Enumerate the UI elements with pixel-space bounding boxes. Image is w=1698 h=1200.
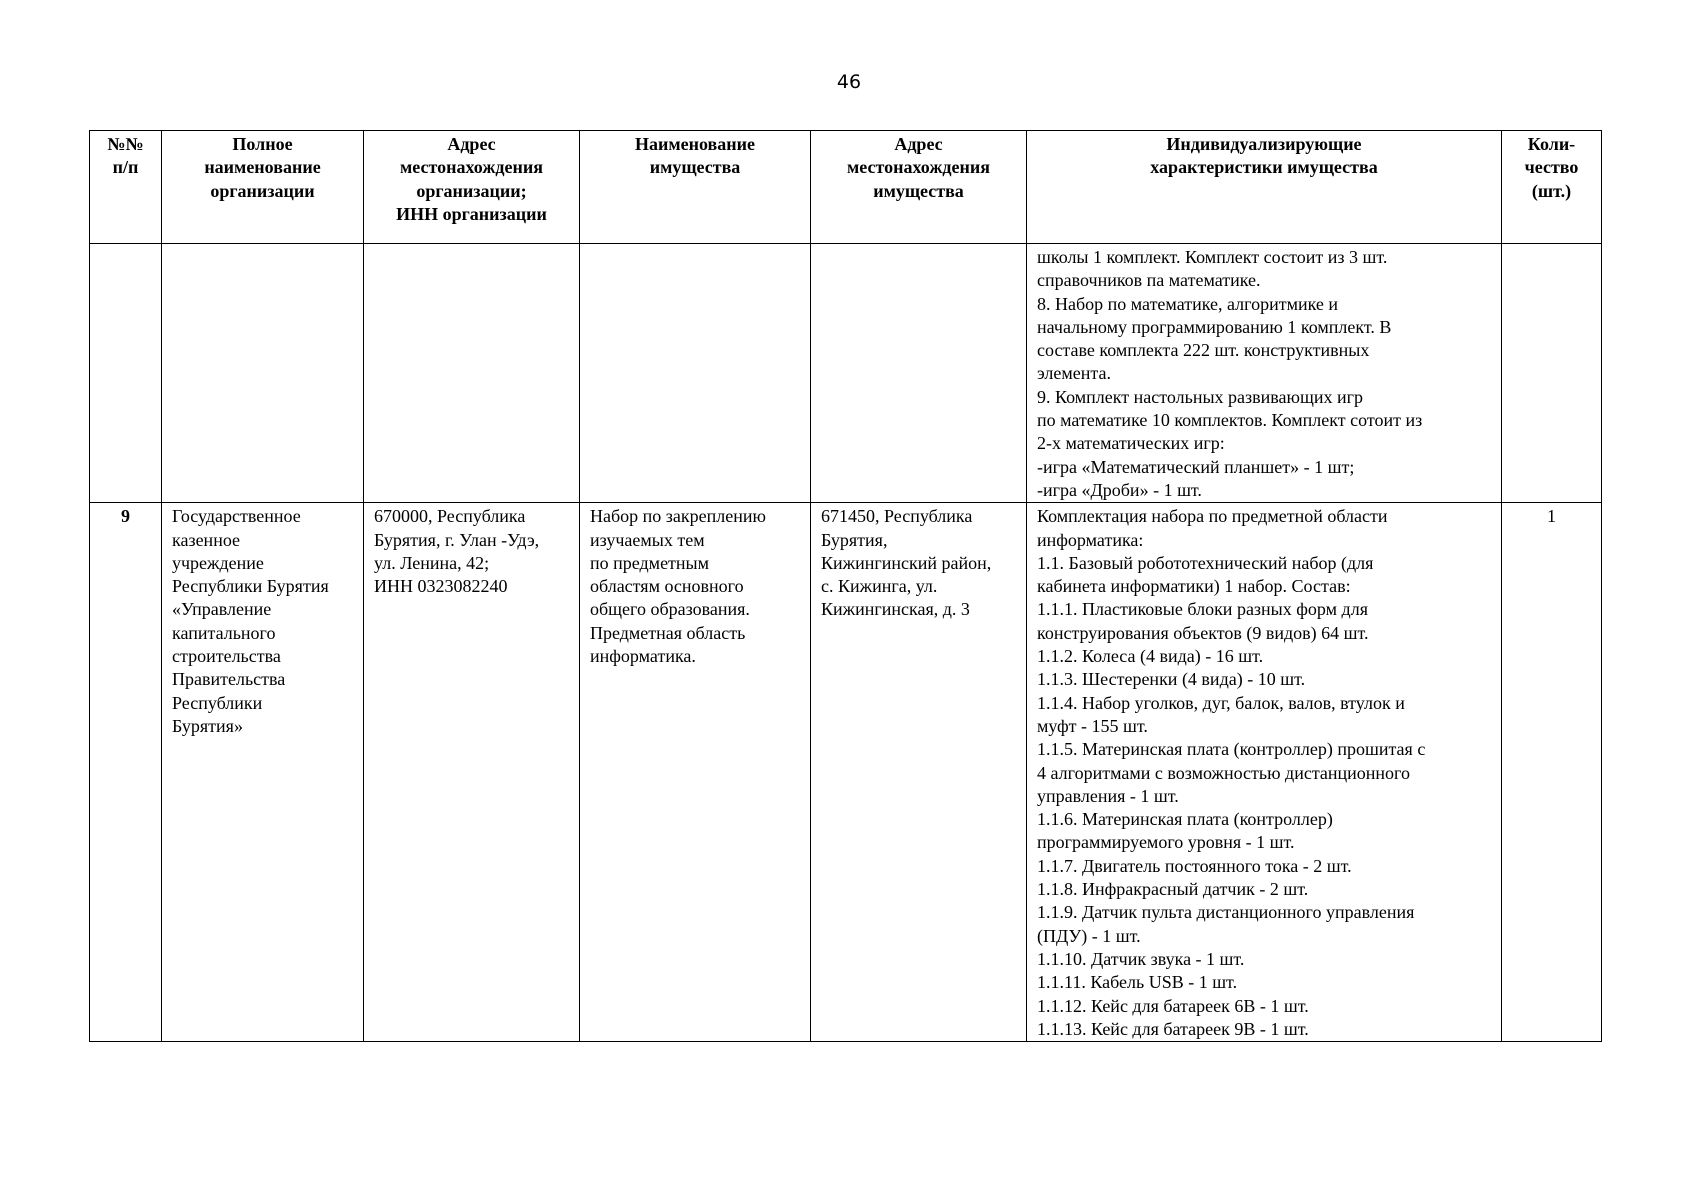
text-line: 1.1.9. Датчик пульта дистанционного управления <box>1037 902 1415 923</box>
text-line: кабинета информатики) 1 набор. Состав: <box>1037 576 1351 597</box>
text-line: Бурятия» <box>172 715 243 736</box>
text-line: областям основного <box>590 576 744 597</box>
cell-org-address <box>364 503 580 1042</box>
text-line: Республики <box>172 692 263 713</box>
text-line: имущества <box>649 157 741 178</box>
text-line: характеристики имущества <box>1150 157 1378 178</box>
text-line: Бурятия, <box>821 529 888 550</box>
cell-org-name <box>162 503 364 1042</box>
text-line: Бурятия, г. Улан -Удэ, <box>374 529 540 550</box>
table-row-9 <box>90 503 1602 1042</box>
text-line: Наименование <box>635 134 755 154</box>
text-line: с. Кижинга, ул. <box>821 576 938 597</box>
cell-org-address-empty <box>364 244 580 503</box>
cell-quantity: 1 <box>1502 503 1602 1042</box>
text-line: Государственное <box>172 506 301 527</box>
text-line: имущества <box>873 180 964 201</box>
text-line: Республики Бурятия <box>172 576 329 597</box>
text-line: 1.1.12. Кейс для батареек 6В - 1 шт. <box>1037 995 1309 1016</box>
cell-num: 9 <box>90 503 162 1042</box>
text-line: 670000, Республика <box>374 506 526 527</box>
cell-property-name <box>580 503 811 1042</box>
text-line: 1.1.3. Шестеренки (4 вида) - 10 шт. <box>1037 669 1306 690</box>
text-line: п/п <box>112 157 139 178</box>
text-line: изучаемых тем <box>590 529 705 550</box>
text-line: Предметная область <box>590 622 746 643</box>
header-property-address <box>811 131 1027 244</box>
text-line: справочников па математике. <box>1037 270 1261 291</box>
text-line: (шт.) <box>1531 180 1572 201</box>
text-line: Правительства <box>172 669 286 690</box>
header-property-name <box>580 131 811 244</box>
cell-characteristics-continued <box>1027 244 1502 503</box>
text-line: начальному программированию 1 комплект. В <box>1037 316 1392 337</box>
cell-num-empty <box>90 244 162 503</box>
text-line: 1.1.1. Пластиковые блоки разных форм для <box>1037 599 1368 620</box>
text-line: Кижингинский район, <box>821 552 992 573</box>
text-line: конструирования объектов (9 видов) 64 шт. <box>1037 622 1369 643</box>
text-line: 1.1.11. Кабель USB - 1 шт. <box>1037 972 1238 993</box>
text-line: 1.1.2. Колеса (4 вида) - 16 шт. <box>1037 646 1264 667</box>
text-line: составе комплекта 222 шт. конструктивных <box>1037 340 1370 361</box>
text-line: по предметным <box>590 552 710 573</box>
cell-characteristics <box>1027 503 1502 1042</box>
cell-org-name-empty <box>162 244 364 503</box>
text-line: 671450, Республика <box>821 506 973 527</box>
text-line: учреждение <box>172 552 264 573</box>
text-line: ул. Ленина, 42; <box>374 552 490 573</box>
text-line: 1.1.4. Набор уголков, дуг, балок, валов, втулок и <box>1037 692 1405 713</box>
text-line: Набор по закреплению <box>590 506 766 527</box>
text-line: 1.1.8. Инфракрасный датчик - 2 шт. <box>1037 879 1309 900</box>
text-line: информатика. <box>590 646 696 667</box>
text-line: программируемого уровня - 1 шт. <box>1037 832 1295 853</box>
header-num <box>90 131 162 244</box>
cell-property-address-empty <box>811 244 1027 503</box>
text-line: организации <box>210 180 315 201</box>
text-line: Коли- <box>1527 134 1576 154</box>
text-line: Кижингинская, д. 3 <box>821 599 970 620</box>
header-characteristics <box>1027 131 1502 244</box>
text-line: 1.1. Базовый робототехнический набор (для <box>1037 552 1374 573</box>
cell-property-name-empty <box>580 244 811 503</box>
header-org-address <box>364 131 580 244</box>
text-line: 2-х математических игр: <box>1037 433 1225 454</box>
header-quantity <box>1502 131 1602 244</box>
text-line: (ПДУ) - 1 шт. <box>1037 925 1141 946</box>
text-line: 1.1.6. Материнская плата (контроллер) <box>1037 809 1333 830</box>
text-line: -игра «Математический планшет» - 1 шт; <box>1037 456 1355 477</box>
text-line: «Управление <box>172 599 272 620</box>
text-line: казенное <box>172 529 241 550</box>
text-line: строительства <box>172 646 281 667</box>
text-line: Адрес <box>894 134 943 154</box>
property-table <box>89 130 1602 1042</box>
text-line: муфт - 155 шт. <box>1037 715 1148 736</box>
text-line: Индивидуализирующие <box>1166 134 1362 154</box>
text-line: Адрес <box>447 134 496 154</box>
text-line: школы 1 комплект. Комплект состоит из 3 шт. <box>1037 247 1388 267</box>
text-line: 4 алгоритмами с возможностью дистанционного <box>1037 762 1410 783</box>
text-line: организации; <box>416 180 527 201</box>
text-line: местонахождения <box>400 157 543 178</box>
header-org-name <box>162 131 364 244</box>
text-line: Комплектация набора по предметной области <box>1037 506 1388 527</box>
page-number: 46 <box>836 71 862 93</box>
text-line: информатика: <box>1037 529 1144 550</box>
text-line: управления - 1 шт. <box>1037 785 1179 806</box>
text-line: №№ <box>107 134 144 154</box>
text-line: 1.1.13. Кейс для батареек 9В - 1 шт. <box>1037 1018 1309 1039</box>
text-line: 8. Набор по математике, алгоритмике и <box>1037 293 1339 314</box>
text-line: общего образования. <box>590 599 750 620</box>
text-line: ИНН организации <box>396 203 547 224</box>
text-line: 1.1.10. Датчик звука - 1 шт. <box>1037 948 1245 969</box>
text-line: Полное <box>232 134 293 154</box>
text-line: ИНН 0323082240 <box>374 576 508 597</box>
text-line: местонахождения <box>847 157 990 178</box>
table-header-row <box>90 131 1602 244</box>
text-line: наименование <box>204 157 321 178</box>
cell-quantity-empty <box>1502 244 1602 503</box>
text-line: по математике 10 комплектов. Комплект сотоит из <box>1037 410 1423 431</box>
text-line: чество <box>1524 157 1579 178</box>
table-row-continued <box>90 244 1602 503</box>
text-line: элемента. <box>1037 363 1111 384</box>
text-line: 9. Комплект настольных развивающих игр <box>1037 386 1363 407</box>
cell-property-address <box>811 503 1027 1042</box>
text-line: капитального <box>172 622 276 643</box>
text-line: -игра «Дроби» - 1 шт. <box>1037 479 1202 500</box>
text-line: 1.1.7. Двигатель постоянного тока - 2 шт. <box>1037 855 1352 876</box>
text-line: 1.1.5. Материнская плата (контроллер) прошитая с <box>1037 739 1426 760</box>
